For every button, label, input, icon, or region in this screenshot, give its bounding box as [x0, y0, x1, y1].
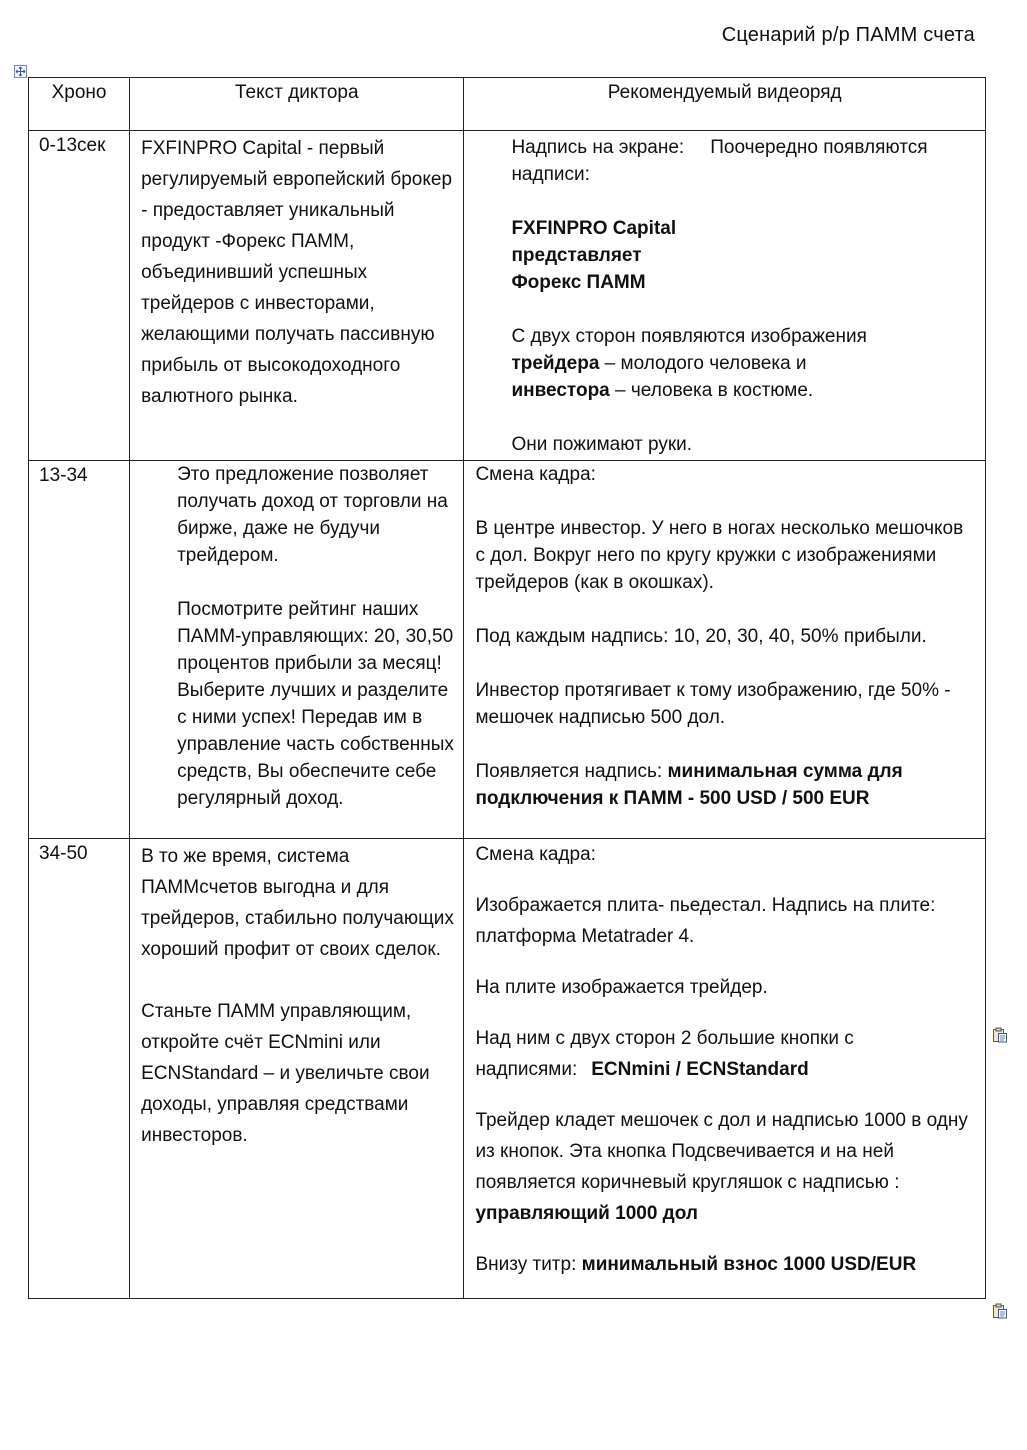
time-cell: 0-13сек	[29, 131, 130, 461]
video-cell	[464, 461, 986, 839]
paste-options-icon[interactable]	[992, 1303, 1008, 1319]
video-intro: Надпись на экране: Поочередно появляются надписи:	[511, 137, 928, 185]
paste-options-icon[interactable]	[992, 1027, 1008, 1043]
page-title: Сценарий р/р ПАММ счета	[721, 24, 975, 46]
narration-text: Это предложение позволяет получать доход от торговли на бирже, даже не будучи трейдером.	[177, 464, 448, 566]
video-text: Смена кадра:	[475, 844, 596, 865]
video-text: Внизу титр: минимальный взнос 1000 USD/EUR	[475, 1254, 917, 1275]
video-text: С двух сторон появляются изображения	[511, 326, 867, 347]
video-text: В центре инвестор. У него в ногах несколько мешочков с дол. Вокруг него по кругу кружки с изображениями трейдеров (как в окошках).	[475, 518, 964, 593]
video-text: Смена кадра:	[475, 464, 596, 485]
video-text: инвестора – человека в костюме.	[511, 380, 814, 401]
video-text: трейдера – молодого человека и	[511, 353, 807, 374]
narration-cell	[130, 131, 464, 461]
time-cell: 34-50	[29, 839, 130, 1299]
script-table	[28, 77, 986, 1299]
narration-text: FXFINPRO Capital - первый регулируемый европейский брокер - предоставляет уникальный продукт -Форекс ПАММ, объединивший успешных трейдеров с инвесторами, желающими получать пассивную прибыль от высокодоходного валютного рынка.	[141, 138, 453, 407]
video-bold-line: представляет	[511, 245, 642, 266]
table-move-handle-icon[interactable]	[14, 65, 27, 78]
video-cell	[464, 839, 986, 1299]
table-row	[29, 131, 986, 461]
video-text: Под каждым надпись: 10, 20, 30, 40, 50% прибыли.	[475, 626, 927, 647]
video-text: Инвестор протягивает к тому изображению, где 50% - мешочек надписью 500 дол.	[475, 680, 951, 728]
column-header-narration: Текст диктора	[130, 78, 464, 131]
table-header-row	[29, 78, 986, 131]
video-bold-line: FXFINPRO Capital	[511, 218, 677, 239]
video-text: Над ним с двух сторон 2 большие кнопки с надписями: ECNmini / ECNStandard	[475, 1028, 854, 1080]
narration-cell	[130, 461, 464, 839]
table-row	[29, 461, 986, 839]
video-bold-line: Форекс ПАММ	[511, 272, 646, 293]
column-header-time: Хроно	[29, 78, 130, 131]
video-cell	[464, 131, 986, 461]
video-text: Изображается плита- пьедестал. Надпись на плите: платформа Metatrader 4.	[475, 895, 936, 947]
video-text: Они пожимают руки.	[511, 434, 693, 455]
narration-text: Посмотрите рейтинг наших ПАММ-управляющих: 20, 30,50 процентов прибыли за месяц! Выберите лучших и разделите с ними успех! Передав им в управление часть собственных средств, Вы обеспечите себе регулярный доход.	[177, 599, 454, 809]
narration-text: Станьте ПАММ управляющим, откройте счёт ECNmini или ECNStandard – и увеличьте свои доходы, управляя средствами инвесторов.	[141, 1001, 430, 1146]
narration-text: В то же время, система ПАММсчетов выгодна и для трейдеров, стабильно получающих хороший профит от своих сделок.	[141, 846, 454, 960]
video-text: Появляется надпись: минимальная сумма для подключения к ПАММ - 500 USD / 500 EUR	[475, 761, 903, 809]
narration-cell	[130, 839, 464, 1299]
video-text: Трейдер кладет мешочек с дол и надписью 1000 в одну из кнопок. Эта кнопка Подсвечивается и на ней появляется коричневый кругляшок с надписью : управляющий 1000 дол	[475, 1110, 968, 1224]
video-text: На плите изображается трейдер.	[475, 977, 768, 998]
time-cell: 13-34	[29, 461, 130, 839]
column-header-video: Рекомендуемый видеоряд	[464, 78, 986, 131]
table-row	[29, 839, 986, 1299]
